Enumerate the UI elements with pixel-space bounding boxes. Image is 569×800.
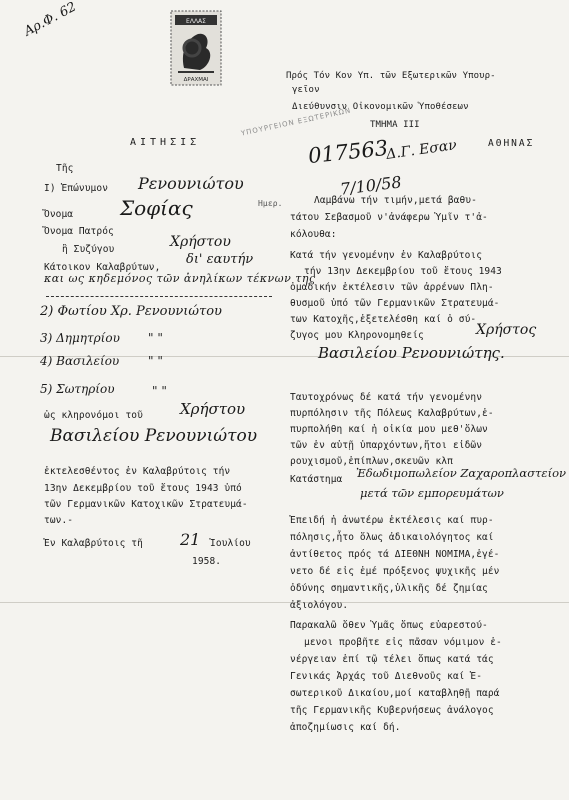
applicant-of-label: Τῆς — [56, 163, 74, 174]
stamp-denomination: ΔΡΑΧΜΑΙ — [183, 77, 209, 83]
father-name-label: Ὄνομα Πατρός — [44, 226, 114, 237]
spouse-label: ἢ Συζύγου — [62, 244, 115, 255]
place-date-year: 1958. — [192, 556, 222, 567]
registration-number: 017563 — [306, 135, 390, 169]
body-handwriting: μετά τῶν εμπορευμάτων — [360, 486, 504, 500]
body-line: Κατά τήν γενομένην ἐν Καλαβρύτοις — [290, 250, 483, 261]
addressee-line: Διεύθυνσιν Οἰκονομικῶν Ὑποθέσεων — [292, 102, 469, 112]
place-date-label: Ἐν Καλαβρύτοις τῆ — [44, 538, 143, 549]
body-line: ἀξιολόγου. — [290, 600, 349, 611]
guardian-note: και ως κηδεμόνος τῶν ἀνηλίκων τέκνων της — [44, 272, 316, 285]
fold-line — [0, 602, 569, 603]
body-line: πυρπολήθη καί ἡ οἰκία μου μεθ'ὅλων — [290, 424, 488, 435]
corner-note: Αρ.Φ. 62 — [21, 0, 79, 40]
child-3: 3) Δημητρίου — [40, 331, 120, 345]
body-line: ρουχισμοῦ,ἐπίπλων,σκευῶν κλπ — [290, 456, 453, 467]
body-line: Ταυτοχρόνως δέ κατά τήν γενομένην — [290, 392, 483, 403]
body-line: ἀποζημίωσις καί δή. — [290, 722, 401, 733]
spouse-value: Χρήστου — [170, 234, 231, 250]
body-line: κόλουθα: — [290, 229, 337, 240]
body-line: τῆς Γερμανικῆς Κυβερνήσεως ἀνάλογος — [290, 705, 494, 716]
child-2: 2) Φωτίου Χρ. Ρενουνιώτου — [40, 304, 222, 319]
ditto-mark: " " — [152, 384, 167, 398]
body-line: τάτου Σεβασμοῦ ν'ἀνάφερω Ὑμῖν τ'ἀ- — [290, 212, 488, 223]
body-line: μενοι προβῆτε εἰς πᾶσαν νόμιμον ἐ- — [304, 637, 502, 648]
body-line: τῶν ἐν αὐτῇ ὑπαρχόντων,ἤτοι εἰδῶν — [290, 440, 483, 451]
revenue-stamp — [170, 10, 222, 86]
body-line: Λαμβάνω τήν τιμήν,μετά βαθυ- — [314, 195, 477, 206]
document-title: ΑΙΤΗΣΙΣ — [130, 137, 201, 148]
heir-label: ὡς κληρονόμοι τοῦ — [44, 410, 143, 421]
body-handwriting: Χρήστος — [476, 322, 537, 338]
registration-date: 7/10/58 — [339, 172, 403, 199]
child-4: 4) Βασιλείου — [40, 354, 120, 368]
body-line: Ἐπειδή ἡ ἀνωτέρω ἐκτέλεσις καί πυρ- — [290, 515, 494, 526]
body-line: νετο δέ εἰς ἐμέ πρόξενος ψυχικῆς μέν — [290, 566, 500, 577]
executed-line: 13ην Δεκεμβρίου τοῦ ἔτους 1943 ὑπό — [44, 483, 242, 494]
place-date-month: Ἰουλίου — [210, 538, 251, 549]
registration-code: Δ.Γ. Εσαν — [385, 137, 458, 163]
received-stamp: ΥΠΟΥΡΓΕΙΟΝ ΕΞΩΤΕΡΙΚΩΝ — [240, 106, 352, 138]
body-line: ὁμαδικήν ἐκτέλεσιν τῶν ἀρρένων Πλη- — [290, 282, 494, 293]
heir-surname: Βασιλείου Ρενουνιώτου — [50, 426, 258, 446]
addressee-line: Πρός Τόν Κον Υπ. τῶν Εξωτερικῶν Υπουρ- — [286, 71, 496, 81]
body-line: Κατάστημα — [290, 474, 343, 485]
body-line: θυσμοῦ ὑπό τῶν Γερμανικῶν Στρατευμά- — [290, 298, 500, 309]
body-line: τήν 13ην Δεκεμβρίου τοῦ ἔτους 1943 — [304, 266, 502, 277]
body-line: ζυγος μου Κληρονομηθείς — [290, 330, 424, 341]
addressee-line: ΤΜΗΜΑ III — [370, 120, 420, 130]
child-5: 5) Σωτηρίου — [40, 382, 115, 396]
name-value: Σοφίας — [120, 196, 193, 220]
executed-line: των.- — [44, 515, 74, 526]
executed-line: ἐκτελεσθέντος ἐν Καλαβρύτοις τήν — [44, 466, 231, 477]
executed-line: τῶν Γερμανικῶν Κατοχικῶν Στρατευμά- — [44, 499, 248, 510]
body-line: νέργειαν ἐπί τῷ τέλει ὅπως κατά τάς — [290, 654, 494, 665]
residence-value: δι' εαυτήν — [186, 252, 254, 267]
name-label: Ὄνομα — [44, 209, 74, 220]
body-line: Παρακαλῶ ὅθεν Ὑμᾶς ὅπως εὐαρεστού- — [290, 620, 488, 631]
body-handwriting: Ἐδωδιμοπωλείον Ζαχαροπλαστείον — [356, 466, 567, 480]
residence-label: Κάτοικον Καλαβρύτων, — [44, 262, 161, 273]
body-line: πυρπόλησιν τῆς Πόλεως Καλαβρύτων,ἐ- — [290, 408, 494, 419]
surname-value: Ρενουνιώτου — [138, 174, 244, 193]
body-line: πόλησις,ἦτο ὅλως ἀδικαιολόγητος καί — [290, 532, 494, 543]
surname-label: I) Ἐπώνυμον — [44, 183, 109, 194]
ditto-mark: " " — [148, 354, 163, 368]
body-handwriting: Βασιλείου Ρενουνιώτης. — [318, 344, 505, 362]
body-line: Γενικάς Ἀρχάς τοῦ Διεθνοῦς καί Ἐ- — [290, 671, 483, 682]
body-line: σωτερικοῦ Δικαίου,μοί καταβληθῇ παρά — [290, 688, 500, 699]
body-line: ἀντίθετος πρός τά ΔΙΕΘΝΗ ΝΟΜΙΜΑ,ἐγέ- — [290, 549, 500, 560]
ditto-mark: " " — [148, 331, 163, 345]
underline — [46, 296, 272, 297]
addressee-line: γεῖον — [292, 85, 320, 95]
place-date-day: 21 — [180, 530, 201, 549]
date-label: Ημερ. — [258, 199, 283, 208]
addressee-city: ΑΘΗΝΑΣ — [488, 138, 535, 149]
stamp-country: ΕΛΛΑΣ — [186, 18, 206, 25]
heir-value: Χρήστου — [180, 400, 246, 418]
body-line: των Κατοχῆς,ἐξετελέσθη καί ὁ σύ- — [290, 314, 477, 325]
body-line: ὀδύνης σημαντικῆς,ὑλικῆς δέ ζημίας — [290, 583, 488, 594]
